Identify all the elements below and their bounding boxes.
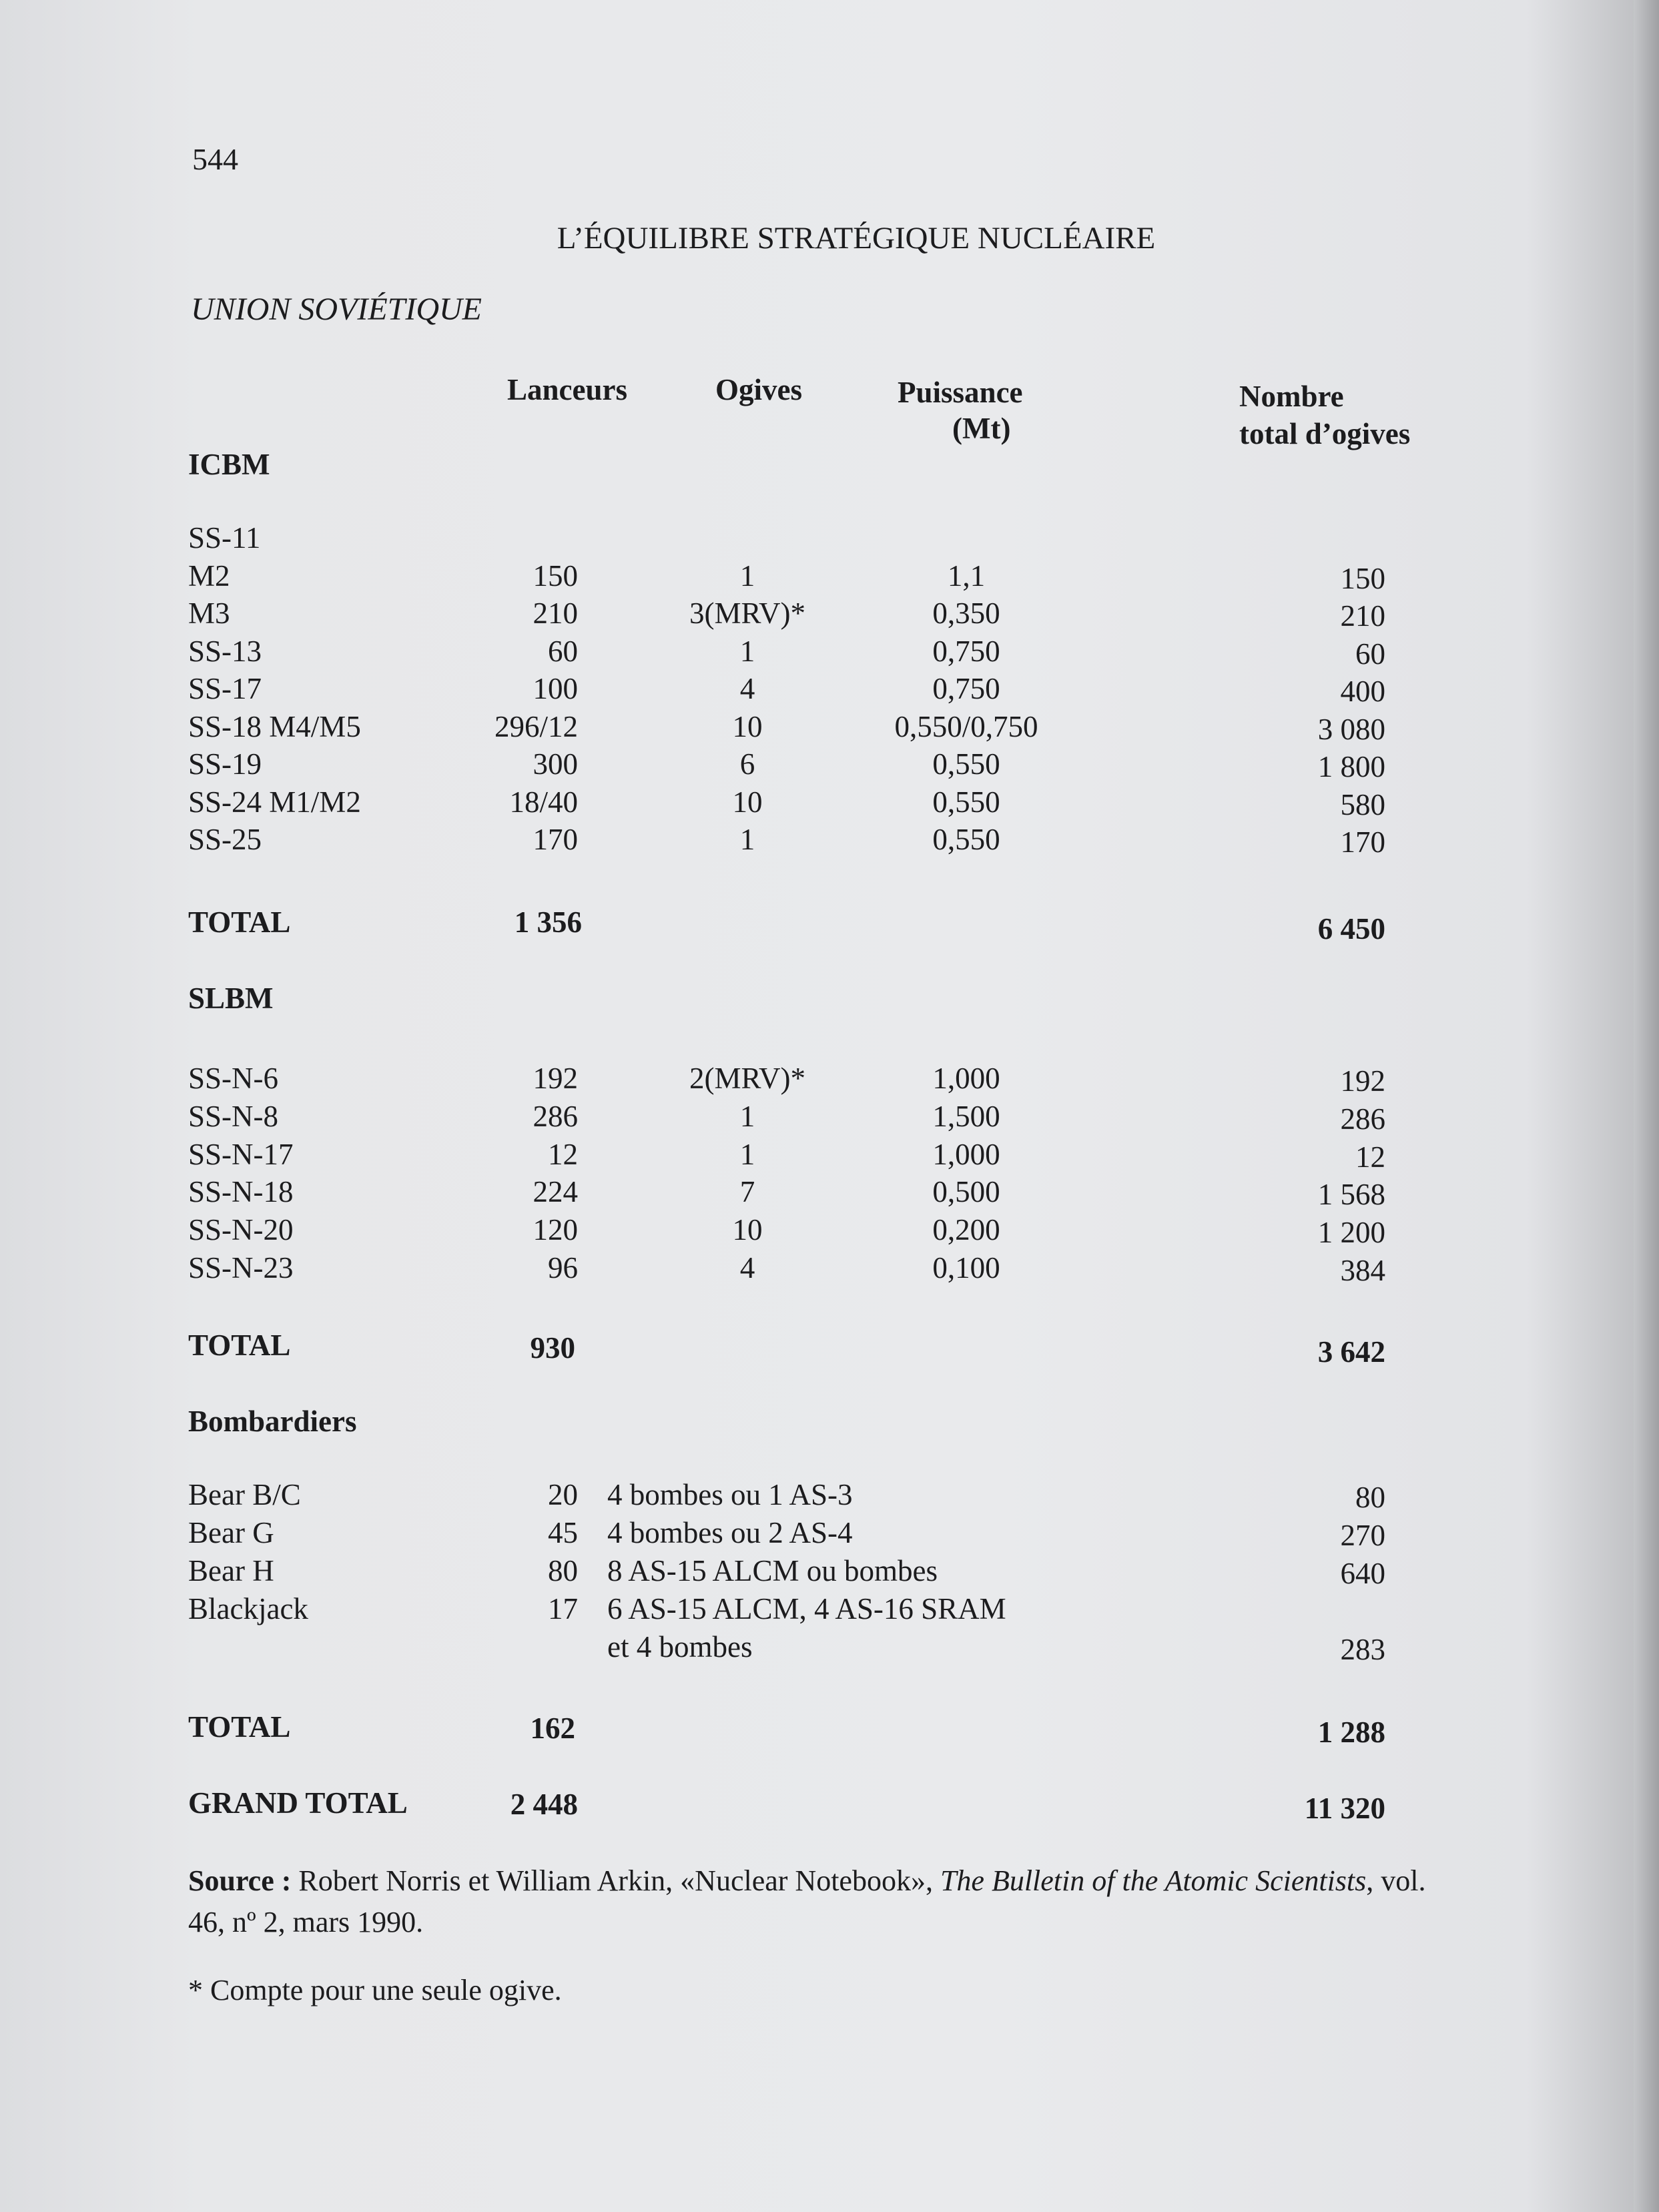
header-lanceurs: Lanceurs bbox=[507, 373, 627, 406]
row-name: SS-17 bbox=[188, 672, 262, 705]
row-name: SS-25 bbox=[188, 823, 262, 856]
row-name: M2 bbox=[188, 559, 230, 593]
row-lanceurs: 96 bbox=[548, 1251, 578, 1284]
row-armement: 4 bombes ou 1 AS-3 bbox=[607, 1478, 853, 1511]
slbm-heading: SLBM bbox=[188, 982, 274, 1015]
source-label: Source : bbox=[188, 1864, 292, 1897]
row-name: SS-N-8 bbox=[188, 1099, 279, 1133]
row-lanceurs: 20 bbox=[548, 1478, 578, 1511]
row-lanceurs: 170 bbox=[533, 823, 578, 856]
row-puissance: 0,750 bbox=[932, 672, 1000, 705]
row-name: SS-24 M1/M2 bbox=[188, 785, 361, 819]
row-puissance: 0,550 bbox=[932, 823, 1000, 856]
row-puissance: 1,1 bbox=[947, 559, 986, 593]
slbm-total-label: TOTAL bbox=[188, 1329, 291, 1362]
row-name: SS-N-17 bbox=[188, 1137, 294, 1171]
row-lanceurs: 210 bbox=[533, 597, 578, 630]
row-puissance: 0,350 bbox=[932, 597, 1000, 630]
row-ogives: 10 bbox=[732, 1213, 763, 1247]
row-ogives: 10 bbox=[732, 785, 763, 819]
row-lanceurs: 300 bbox=[533, 747, 578, 781]
source-note bbox=[188, 1860, 1456, 1943]
row-lanceurs: 80 bbox=[548, 1554, 578, 1587]
row-lanceurs: 17 bbox=[548, 1592, 578, 1625]
row-total-ogives: 1 200 bbox=[1317, 1216, 1385, 1250]
row-ogives: 3(MRV)* bbox=[689, 597, 805, 630]
row-name: Bear G bbox=[188, 1516, 274, 1549]
row-puissance: 1,000 bbox=[932, 1062, 1000, 1095]
row-name: SS-13 bbox=[188, 634, 262, 668]
bombardiers-total-ogives: 1 288 bbox=[1317, 1716, 1385, 1749]
row-puissance: 0,550 bbox=[932, 785, 1000, 819]
source-text-1: Robert Norris et William Arkin, «Nuclear Notebook», bbox=[291, 1864, 940, 1897]
row-ogives: 4 bbox=[739, 672, 755, 705]
row-ogives: 1 bbox=[739, 1099, 755, 1133]
header-puissance-unit: (Mt) bbox=[952, 412, 1011, 445]
grand-total-lanceurs: 2 448 bbox=[510, 1788, 578, 1821]
row-ogives: 1 bbox=[739, 1137, 755, 1171]
icbm-heading: ICBM bbox=[188, 448, 270, 481]
row-total-ogives: 3 080 bbox=[1317, 712, 1385, 746]
row-armement: et 4 bombes bbox=[607, 1630, 753, 1664]
row-total-ogives: 170 bbox=[1340, 825, 1385, 859]
grand-total-label: GRAND TOTAL bbox=[188, 1786, 408, 1820]
row-ogives: 4 bbox=[739, 1251, 755, 1284]
row-total-ogives: 60 bbox=[1355, 637, 1385, 671]
row-name: M3 bbox=[188, 597, 230, 630]
row-total-ogives: 640 bbox=[1340, 1557, 1385, 1590]
row-puissance: 0,550/0,750 bbox=[894, 709, 1038, 743]
row-puissance: 1,500 bbox=[932, 1099, 1000, 1133]
row-total-ogives: 80 bbox=[1355, 1481, 1385, 1514]
row-name: SS-19 bbox=[188, 747, 262, 781]
row-lanceurs: 150 bbox=[533, 559, 578, 593]
row-ogives: 1 bbox=[739, 823, 755, 856]
row-ogives: 1 bbox=[739, 634, 755, 668]
row-puissance: 0,750 bbox=[932, 634, 1000, 668]
bombardiers-total-label: TOTAL bbox=[188, 1710, 291, 1744]
row-ogives: 1 bbox=[739, 559, 755, 593]
row-puissance: 0,500 bbox=[932, 1175, 1000, 1209]
row-name: SS-N-6 bbox=[188, 1062, 279, 1095]
row-name: SS-11 bbox=[188, 521, 261, 555]
bombardiers-total-lanceurs: 162 bbox=[530, 1712, 575, 1745]
row-puissance: 0,550 bbox=[932, 747, 1000, 781]
row-ogives: 10 bbox=[732, 709, 763, 743]
row-name: Bear B/C bbox=[188, 1478, 301, 1511]
row-lanceurs: 12 bbox=[548, 1137, 578, 1171]
row-armement: 6 AS-15 ALCM, 4 AS-16 SRAM bbox=[607, 1592, 1006, 1625]
row-ogives: 2(MRV)* bbox=[689, 1062, 805, 1095]
row-armement: 4 bombes ou 2 AS-4 bbox=[607, 1516, 853, 1549]
row-lanceurs: 18/40 bbox=[509, 785, 578, 819]
row-total-ogives: 1 568 bbox=[1317, 1178, 1385, 1212]
row-lanceurs: 192 bbox=[533, 1062, 578, 1095]
row-total-ogives: 580 bbox=[1340, 787, 1385, 821]
row-lanceurs: 286 bbox=[533, 1099, 578, 1133]
source-text-2: , vol. 46, nº 2, mars 1990. bbox=[188, 1864, 1426, 1938]
row-ogives: 7 bbox=[739, 1175, 755, 1209]
row-total-ogives: 400 bbox=[1340, 675, 1385, 708]
row-total-ogives: 1 800 bbox=[1317, 750, 1385, 783]
row-name: SS-18 M4/M5 bbox=[188, 709, 361, 743]
page-number: 544 bbox=[192, 142, 238, 176]
row-lanceurs: 45 bbox=[548, 1516, 578, 1549]
row-lanceurs: 100 bbox=[533, 672, 578, 705]
row-total-ogives: 384 bbox=[1340, 1254, 1385, 1287]
icbm-total-label: TOTAL bbox=[188, 905, 291, 939]
row-total-ogives: 12 bbox=[1355, 1140, 1385, 1174]
icbm-total-ogives: 6 450 bbox=[1317, 912, 1385, 946]
row-puissance: 0,200 bbox=[932, 1213, 1000, 1247]
row-total-ogives: 270 bbox=[1340, 1519, 1385, 1552]
section-subtitle: UNION SOVIÉTIQUE bbox=[191, 292, 482, 327]
row-puissance: 1,000 bbox=[932, 1137, 1000, 1171]
header-total-ogives: total d’ogives bbox=[1239, 417, 1411, 450]
row-lanceurs: 120 bbox=[533, 1213, 578, 1247]
row-name: Blackjack bbox=[188, 1592, 308, 1625]
row-lanceurs: 296/12 bbox=[494, 709, 578, 743]
header-ogives: Ogives bbox=[715, 373, 802, 406]
row-name: Bear H bbox=[188, 1554, 274, 1587]
row-name: SS-N-20 bbox=[188, 1213, 294, 1247]
row-total-ogives: 150 bbox=[1340, 561, 1385, 595]
footnote: * Compte pour une seule ogive. bbox=[188, 1974, 562, 2006]
slbm-total-ogives: 3 642 bbox=[1317, 1335, 1385, 1369]
row-ogives: 6 bbox=[739, 747, 755, 781]
page-edge bbox=[1634, 0, 1659, 2212]
header-puissance: Puissance bbox=[898, 376, 1023, 409]
page-title: L’ÉQUILIBRE STRATÉGIQUE NUCLÉAIRE bbox=[557, 221, 1156, 256]
row-total-ogives: 283 bbox=[1340, 1633, 1385, 1666]
row-puissance: 0,100 bbox=[932, 1251, 1000, 1284]
row-total-ogives: 286 bbox=[1340, 1102, 1385, 1136]
header-nombre: Nombre bbox=[1239, 380, 1344, 413]
bombardiers-heading: Bombardiers bbox=[188, 1405, 357, 1438]
row-total-ogives: 210 bbox=[1340, 599, 1385, 633]
source-journal: The Bulletin of the Atomic Scientists bbox=[940, 1864, 1367, 1897]
grand-total-ogives: 11 320 bbox=[1304, 1792, 1385, 1825]
row-lanceurs: 60 bbox=[548, 634, 578, 668]
row-name: SS-N-18 bbox=[188, 1175, 294, 1209]
slbm-total-lanceurs: 930 bbox=[530, 1331, 575, 1365]
row-armement: 8 AS-15 ALCM ou bombes bbox=[607, 1554, 938, 1587]
row-name: SS-N-23 bbox=[188, 1251, 294, 1284]
row-total-ogives: 192 bbox=[1340, 1064, 1385, 1098]
icbm-total-lanceurs: 1 356 bbox=[514, 905, 582, 939]
row-lanceurs: 224 bbox=[533, 1175, 578, 1209]
